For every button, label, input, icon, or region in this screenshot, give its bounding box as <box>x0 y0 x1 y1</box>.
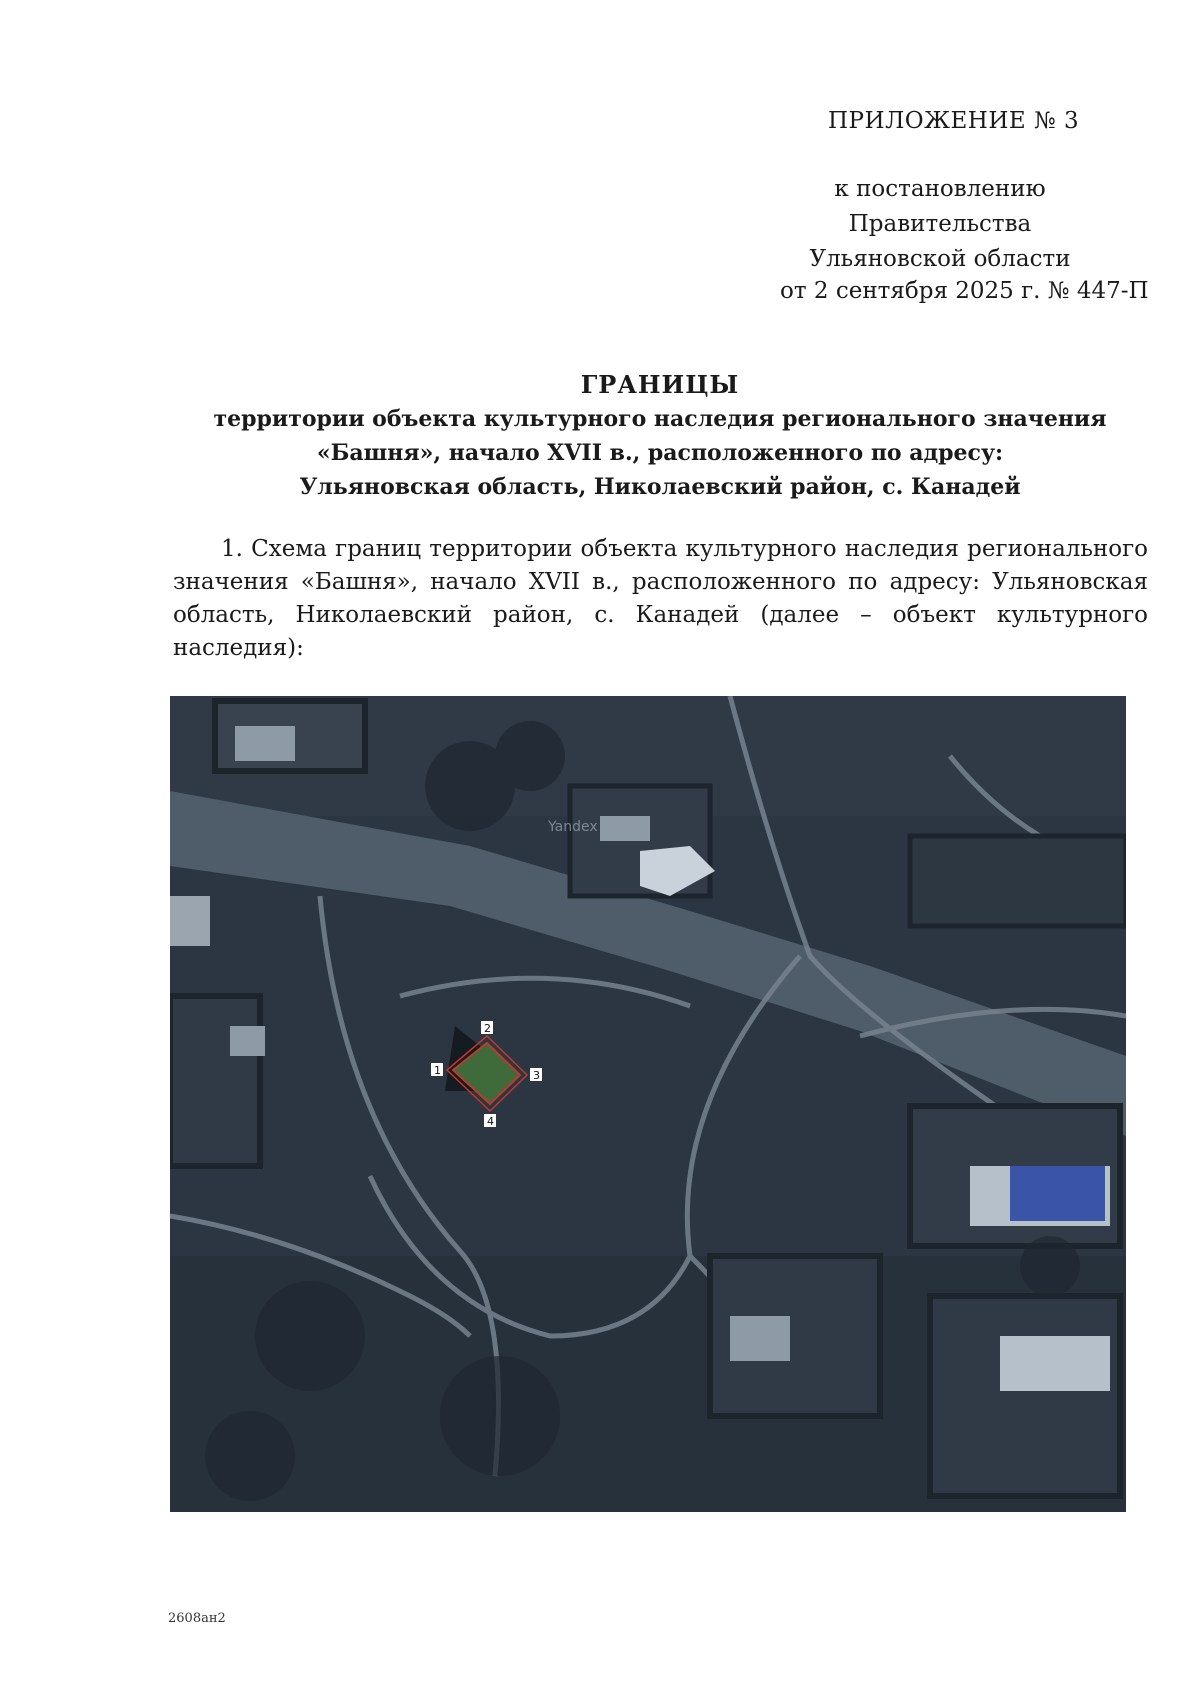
map-watermark: Yandex <box>548 819 598 835</box>
heading-line-1: территории объекта культурного наследия регионального значения <box>213 406 1107 432</box>
document-heading: ГРАНИЦЫ <box>580 370 740 399</box>
appendix-title: ПРИЛОЖЕНИЕ № 3 <box>828 108 1080 134</box>
decree-ref-line1: к постановлению Правительства <box>834 176 1046 237</box>
point-label-4: 4 <box>487 1115 494 1128</box>
point-label-2: 2 <box>484 1022 491 1035</box>
heading-line-3: Ульяновская область, Николаевский район, с. Канадей <box>299 474 1021 500</box>
point-label-1: 1 <box>434 1064 441 1077</box>
satellite-map-image <box>170 696 1126 1512</box>
map-blue-roof <box>1010 1166 1105 1221</box>
heading-line-2: «Башня», начало XVII в., расположенного по адресу: <box>316 440 1004 466</box>
point-label-3: 3 <box>533 1069 540 1082</box>
decree-ref-line2: Ульяновской области <box>809 246 1071 272</box>
paragraph-1: 1. Схема границ территории объекта культурного наследия регионального значения «Башня», начало XVII в., расположенного по адресу: Ульяновская область, Николаевский район, с. Канадей (далее – объект культурного наследия): <box>173 536 1148 661</box>
decree-date: от 2 сентября 2025 г. № 447-П <box>780 278 1149 304</box>
document-code: 2608ан2 <box>168 1611 226 1626</box>
decree-reference <box>740 172 1140 277</box>
